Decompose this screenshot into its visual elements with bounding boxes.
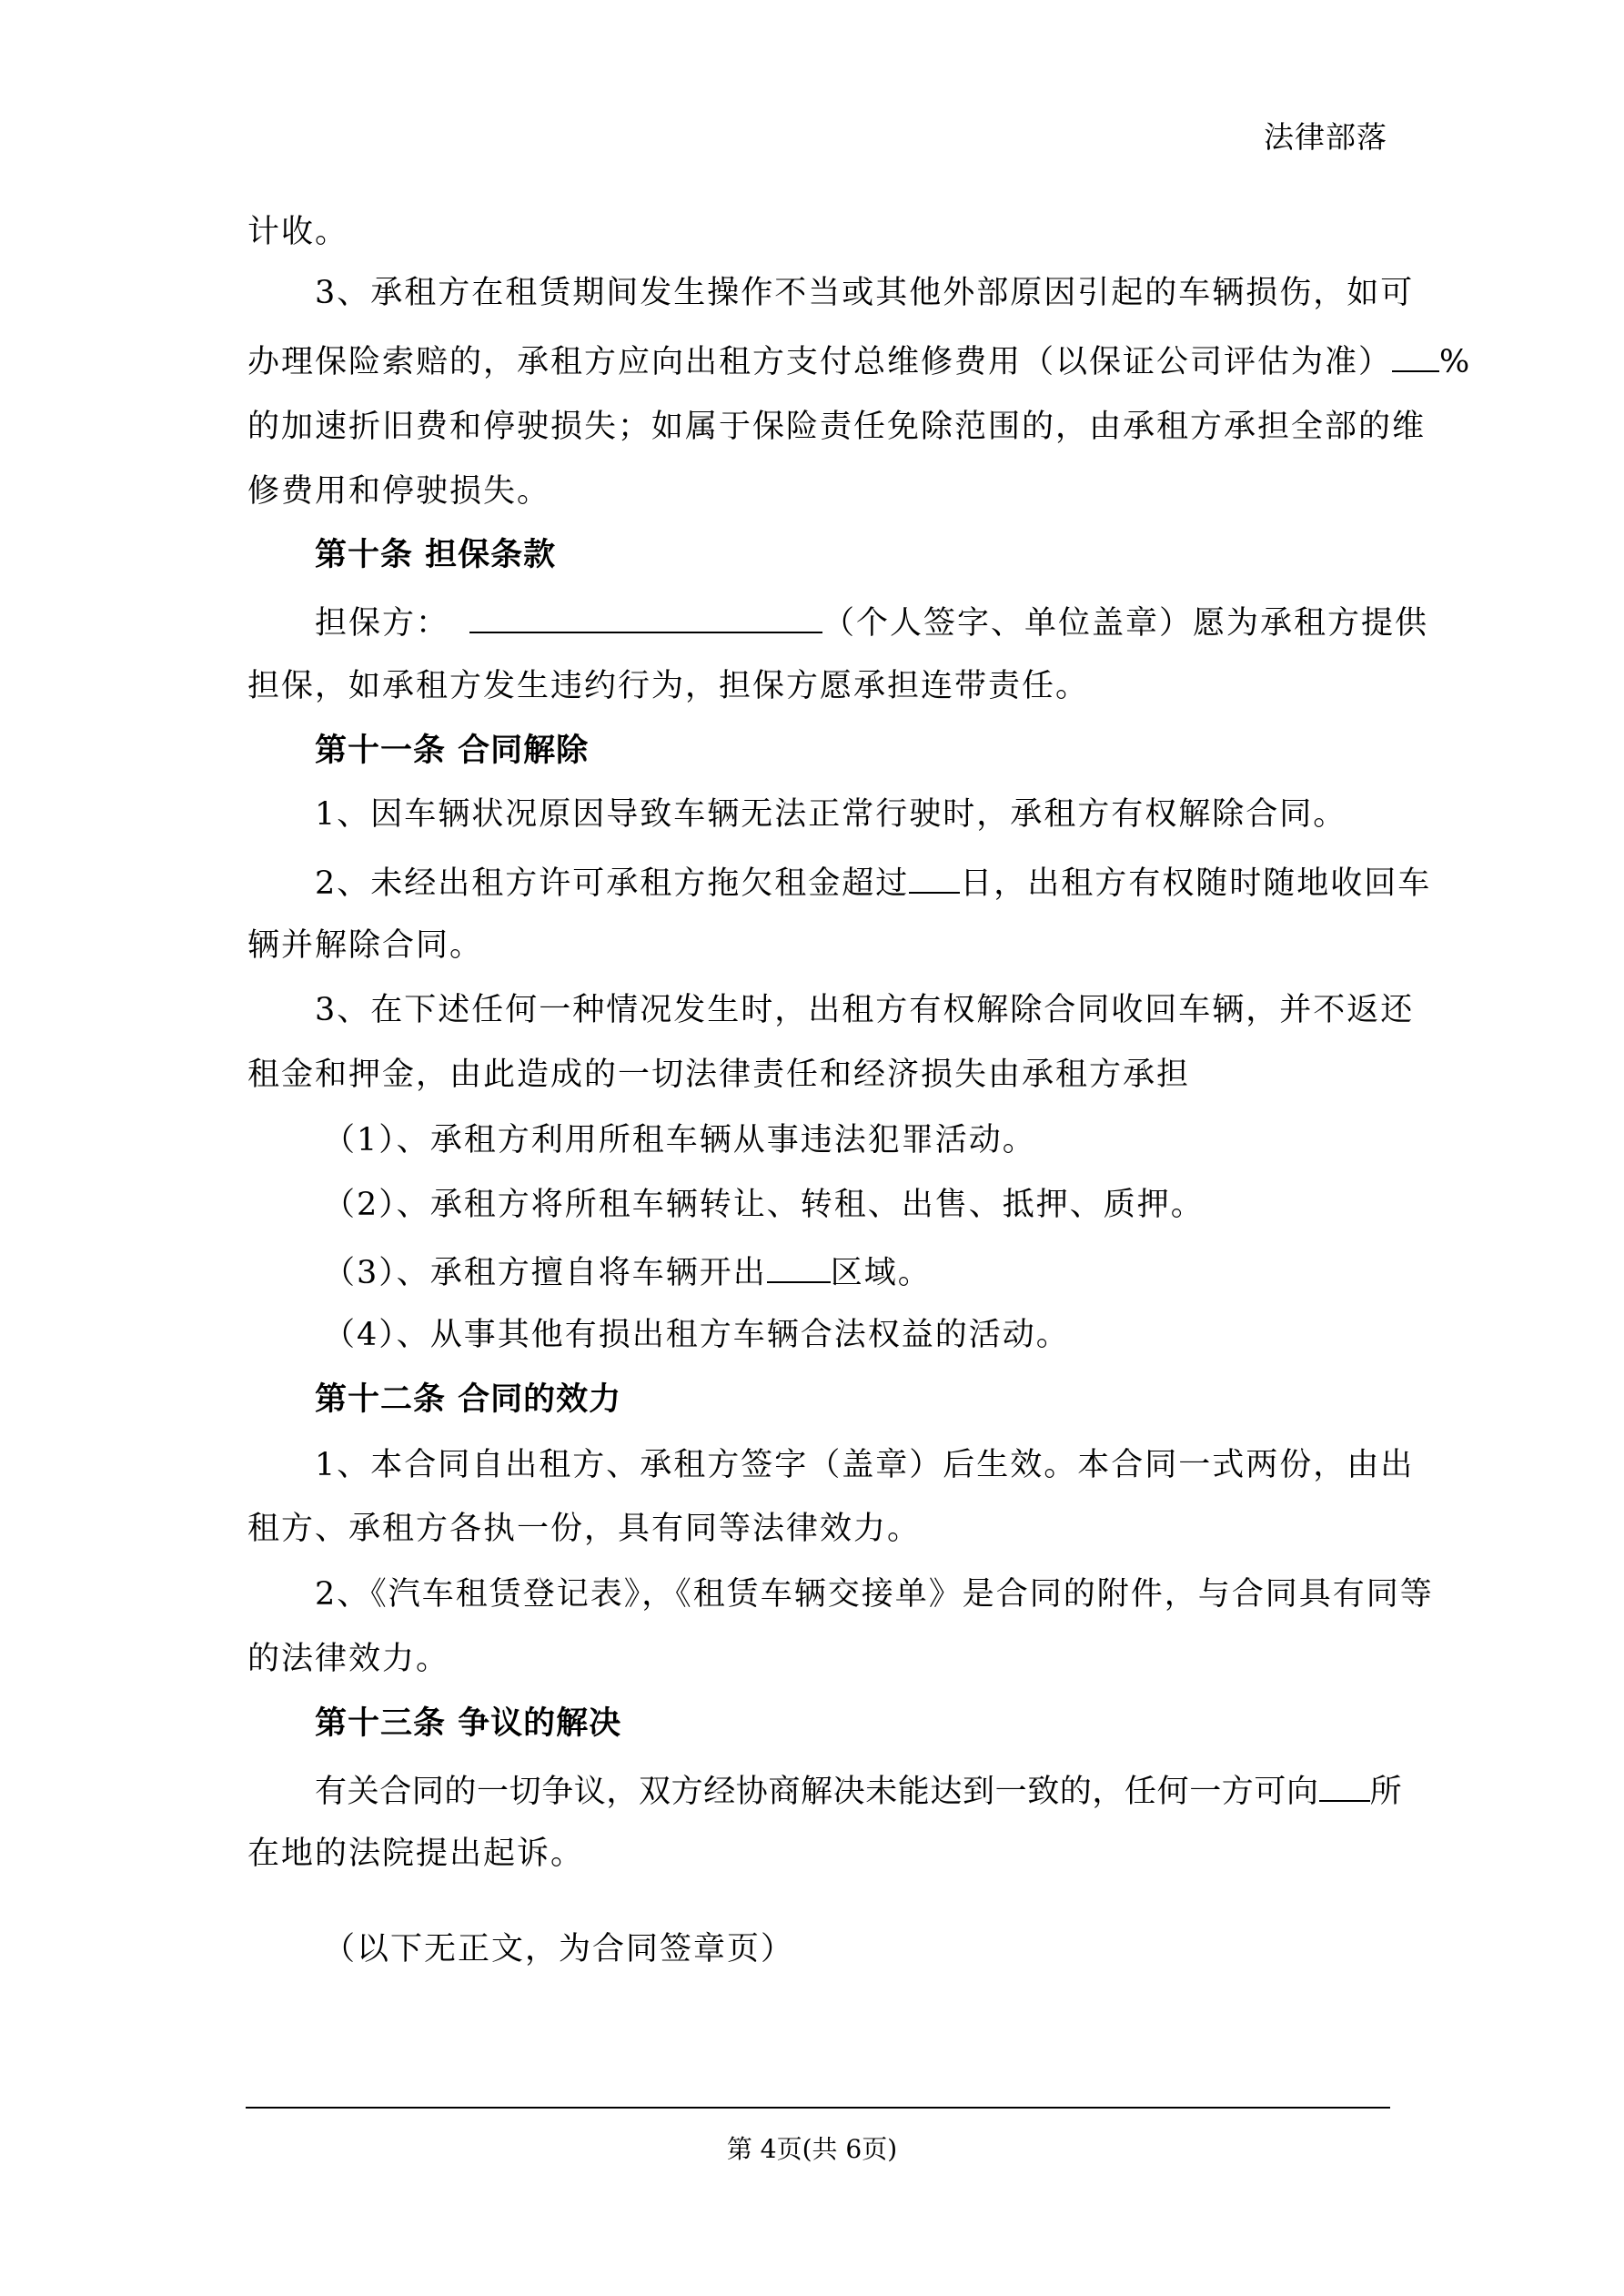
fill-in-blank <box>1319 1773 1370 1802</box>
section-heading: 第十三条 争议的解决 <box>315 1705 622 1742</box>
paragraph-line: 1、本合同自出租方、承租方签字（盖章）后生效。本合同一式两份，由出 <box>315 1447 1415 1483</box>
list-item: （4）、从事其他有损出租方车辆合法权益的活动。 <box>323 1317 1070 1353</box>
paragraph-line: 1、因车辆状况原因导致车辆无法正常行驶时，承租方有权解除合同。 <box>315 796 1347 833</box>
text-run: 区域。 <box>830 1255 932 1291</box>
paragraph-line <box>315 604 1428 640</box>
section-heading: 第十一条 合同解除 <box>315 733 590 769</box>
list-item <box>323 1254 932 1290</box>
closing-note: （以下无正文，为合同签章页） <box>323 1931 795 1967</box>
paragraph-line: 3、承租方在租赁期间发生操作不当或其他外部原因引起的车辆损伤，如可 <box>315 275 1415 311</box>
paragraph-line: 租金和押金，由此造成的一切法律责任和经济损失由承租方承担 <box>247 1057 1191 1093</box>
paragraph-line: 修费用和停驶损失。 <box>247 473 551 510</box>
paragraph-line: 的加速折旧费和停驶损失；如属于保险责任免除范围的，由承租方承担全部的维 <box>247 409 1427 445</box>
fill-in-blank <box>1392 343 1439 372</box>
section-heading: 第十二条 合同的效力 <box>315 1381 622 1418</box>
paragraph-line: 3、在下述任何一种情况发生时，出租方有权解除合同收回车辆，并不返还 <box>315 992 1415 1028</box>
paragraph-line: 辆并解除合同。 <box>247 927 484 964</box>
text-run: （3）、承租方擅自将车辆开出 <box>323 1255 767 1291</box>
text-run: 所 <box>1369 1774 1403 1810</box>
paragraph-line <box>315 865 1431 900</box>
fill-in-blank <box>767 1254 831 1283</box>
footer-divider <box>246 2107 1390 2109</box>
list-item: （2）、承租方将所租车辆转让、转租、出售、抵押、质押。 <box>323 1187 1205 1223</box>
paragraph-line: 的法律效力。 <box>247 1641 450 1677</box>
text-run: 日，出租方有权随时随地收回车 <box>960 865 1432 902</box>
paragraph-line: 在地的法院提出起诉。 <box>247 1836 585 1872</box>
page-number: 第 4页(共 6页) <box>726 2134 898 2164</box>
text-run: % <box>1439 344 1472 380</box>
paragraph-line: 2、《汽车租赁登记表》，《租赁车辆交接单》是合同的附件，与合同具有同等 <box>315 1576 1434 1613</box>
list-item: （1）、承租方利用所租车辆从事违法犯罪活动。 <box>323 1122 1036 1158</box>
text-run: 担保方： <box>315 605 450 642</box>
paragraph-line: 租方、承租方各执一份，具有同等法律效力。 <box>247 1511 922 1547</box>
paragraph-line: 计收。 <box>247 214 349 250</box>
text-run: 2、未经出租方许可承租方拖欠租金超过 <box>315 865 910 902</box>
text-run: 办理保险索赔的，承租方应向出租方支付总维修费用（以保证公司评估为准） <box>247 344 1393 380</box>
paragraph-line: 担保，如承租方发生违约行为，担保方愿承担连带责任。 <box>247 668 1090 704</box>
section-heading: 第十条 担保条款 <box>315 537 557 573</box>
fill-in-blank <box>469 604 822 633</box>
paragraph-line <box>315 1773 1402 1808</box>
text-run: 有关合同的一切争议，双方经协商解决未能达到一致的，任何一方可向 <box>315 1774 1319 1810</box>
header-brand: 法律部落 <box>1264 119 1387 155</box>
fill-in-blank <box>909 865 960 894</box>
paragraph-line <box>247 343 1471 379</box>
text-run: （个人签字、单位盖章）愿为承租方提供 <box>822 605 1429 642</box>
